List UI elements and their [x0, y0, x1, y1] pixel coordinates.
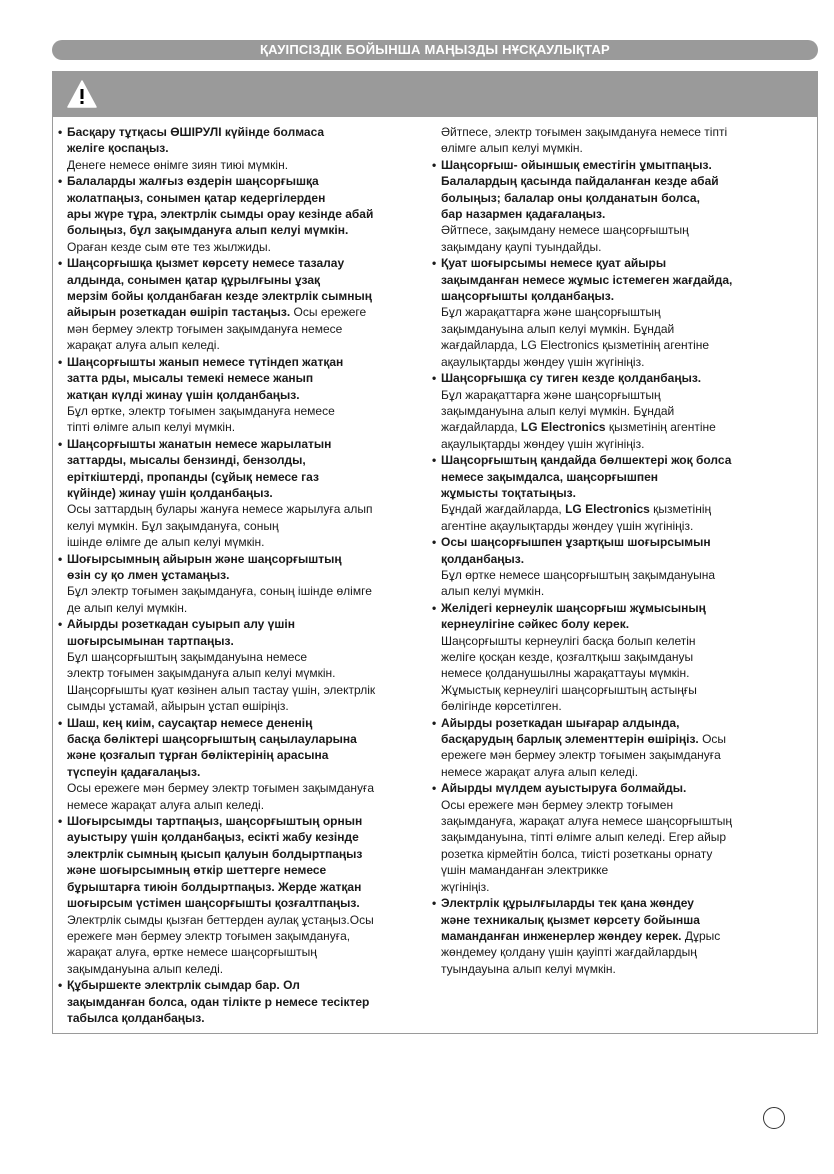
- item-text-line: Әйтпесе, зақымдану немесе шаңсорғыштың: [441, 223, 689, 238]
- item-text-line: жарақат алуға, өртке немесе шаңсорғыштың: [67, 945, 317, 960]
- item-bold-line: болыңыз; балалар оны қолданатын болса,: [441, 190, 700, 205]
- item-text-line: зақымдануына алып келуі мүмкін. Бұндай: [441, 321, 675, 336]
- safety-item: [58, 616, 422, 714]
- brand-name: LG Electronics: [520, 420, 606, 435]
- warning-icon: [66, 79, 98, 109]
- item-bold-inline: маманданған инженерлер жөндеу керек.: [441, 928, 682, 943]
- item-text-line: ақаулықтарды жөндеу үшін жүгініңіз.: [441, 354, 645, 369]
- safety-item: [58, 255, 422, 353]
- safety-item: [432, 715, 794, 781]
- item-bold-inline: мерзім бойы қолданбаған кезде электрлік сымның айырын розеткадан өшіріп тастаңыз.: [67, 289, 372, 320]
- item-bold-line: түспеуін қадағалаңыз.: [67, 764, 201, 779]
- item-text-line: ішінде өлімге де алып келуі мүмкін.: [67, 535, 265, 550]
- item-bold-line: • Шоғырсымды тартпаңыз, шаңсорғыштың орнын: [67, 814, 363, 829]
- safety-item: [432, 157, 794, 255]
- item-text-line: розетка кірмейтін болса, тиісті розетканы орнату: [441, 846, 713, 861]
- item-text-line: Денеге немесе өнімге зиян тиюі мүмкін.: [67, 157, 289, 172]
- item-text-line: жарақат алуға алып келеді.: [67, 338, 220, 353]
- safety-item: [432, 600, 794, 715]
- item-text-line: үшін маманданған электрикке: [441, 863, 609, 878]
- item-bold-line: еріткіштерді, пропанды (сұйық немесе газ: [67, 469, 319, 484]
- item-bold-line: күйінде) жинау үшін қолданбаңыз.: [67, 485, 273, 500]
- item-text-line: электр тоғымен зақымдануға алып келуі мүмкін.: [67, 666, 336, 681]
- item-bold-line: • Шаңсорғышты жанып немесе түтіндеп жатқан: [67, 354, 344, 369]
- item-bold-line: өзін су қо лмен ұстамаңыз.: [67, 567, 230, 582]
- item-text-line: туындауына алып келуі мүмкін.: [441, 961, 616, 976]
- item-text-line: зақымдануына алып келеді.: [67, 961, 224, 976]
- item-text-line: Осы заттардың булары жануға немесе жарылуға алып: [67, 502, 373, 517]
- item-bold-line: • Желідегі кернеулік шаңсорғыш жұмысының: [441, 600, 706, 615]
- item-text-fragment: жағдайларда,: [441, 420, 521, 435]
- item-bold-line: жатқан күлді жинау үшін қолданбаңыз.: [67, 387, 300, 402]
- left-column: [58, 124, 422, 1026]
- item-bold-line: зақымданған болса, одан тілікте р немесе тесіктер: [67, 994, 370, 1009]
- item-text-line: тіпті өлімге алып келуі мүмкін.: [67, 420, 236, 435]
- item-bold-line: электрлік сымның қысып қалуын болдыртпаңыз: [67, 846, 363, 861]
- item-bold-line: және техникалық қызмет көрсету бойынша: [441, 912, 700, 927]
- item-text-line: де алып келуі мүмкін.: [67, 600, 188, 615]
- safety-item: [432, 370, 794, 452]
- item-bold-line: • Шаңсорғышқа су тиген кезде қолданбаңыз.: [441, 371, 702, 386]
- item-text-line: ақаулықтарды жөндеу үшін жүгініңіз.: [441, 436, 645, 451]
- safety-item: [432, 124, 794, 157]
- safety-item: [58, 173, 422, 255]
- item-bold-line: Балалардың қасында пайдаланған кезде абай: [441, 174, 719, 189]
- item-bold-line: • Электрлік құрылғыларды тек қана жөндеу: [441, 896, 694, 911]
- item-text-line: мән бермеу электр тоғымен зақымдануға немесе: [67, 321, 343, 336]
- item-text-line: жағдайларда, LG Electronics қызметінің агентіне: [441, 338, 710, 353]
- safety-item: [58, 436, 422, 551]
- item-bold-line: немесе зақымдалса, шаңсорғышпен: [441, 469, 659, 484]
- item-mixed-line: [441, 928, 794, 944]
- item-text-fragment: Бұндай жағдайларда,: [441, 502, 566, 517]
- item-inline-tail: Дұрыс: [681, 928, 721, 943]
- item-text-fragment: қызметінің агентіне: [605, 420, 716, 435]
- right-column: [432, 124, 794, 977]
- item-bold-line: болыңыз, бұл зақымдануға алып келуі мүмкін.: [67, 223, 349, 238]
- item-text-line: немесе қолданушылны жарақаттауы мүмкін.: [441, 666, 690, 681]
- item-text-line: Жұмыстық кернеулігі шаңсорғыштың астыңғы: [441, 682, 697, 697]
- item-bold-line: • Құбыршекте электрлік сымдар бар. Ол: [67, 978, 300, 993]
- item-text-line: зақымдануға, жарақат алуға немесе шаңсорғыштың: [441, 814, 732, 829]
- safety-item: [58, 551, 422, 617]
- item-bold-line: заттарды, мысалы бензинді, бензолды,: [67, 453, 306, 468]
- item-bold-line: алдында, сонымен қатар құрылғыны ұзақ: [67, 272, 321, 287]
- item-text-line: Әйтпесе, электр тоғымен зақымдануға немесе тіпті: [441, 125, 728, 139]
- item-mixed-line: [67, 288, 422, 321]
- item-bold-line: және шоғырсымның өткір шеттерге немесе: [67, 863, 327, 878]
- item-bold-line: • Басқару тұтқасы ӨШІРУЛІ күйінде болмаса: [67, 125, 325, 139]
- item-text-line: жөндемеу қолдану үшін қауіпті жағдайлардың: [441, 945, 697, 960]
- item-text-line: алып келуі мүмкін.: [441, 584, 545, 599]
- item-bold-line: кернеулігіне сәйкес болу керек.: [441, 617, 630, 632]
- item-inline-tail: Осы ережеге: [290, 305, 367, 320]
- item-bold-line: желіге қоспаңыз.: [67, 141, 169, 156]
- safety-item: [432, 780, 794, 895]
- item-bold-line: • Балаларды жалғыз өздерін шаңсорғышқа: [67, 174, 319, 189]
- item-text-line: Ораған кезде сым өте тез жылжиды.: [67, 239, 271, 254]
- item-bold-line: • Осы шаңсорғышпен ұзартқыш шоғырсымын: [441, 535, 711, 550]
- item-bold-line: • Шаңсорғыштың қандайда бөлшектері жоқ болса: [441, 453, 732, 468]
- safety-item: [58, 715, 422, 813]
- item-text-line: агентіне ақаулықтарды жөндеу үшін жүгініңіз.: [441, 518, 694, 533]
- item-text-line: желіге қосқан кезде, қозғалтқыш зақымдануы: [441, 650, 694, 664]
- item-bold-line: • Қуат шоғырсымы немесе қуат айыры: [441, 256, 667, 271]
- item-text-line: зақымдануына алып келуі мүмкін. Бұндай: [441, 403, 675, 418]
- item-bold-line: қолданбаңыз.: [441, 551, 525, 566]
- safety-item: [58, 813, 422, 977]
- item-text-line: Шаңсорғышты кернеулігі басқа болып келетін: [441, 633, 696, 648]
- safety-item: [432, 452, 794, 534]
- item-bold-line: • Айырды мүлдем ауыстыруға болмайды.: [441, 781, 687, 796]
- safety-item: [432, 255, 794, 370]
- safety-item: [432, 895, 794, 977]
- item-text-line: зақымдану қаупі туындайды.: [441, 239, 602, 254]
- item-text-line: Шаңсорғышты қуат көзінен алып тастау үшін, электрлік: [67, 682, 376, 697]
- warning-header: [52, 71, 818, 117]
- item-text-line: Бұл шаңсорғыштың зақымдануына немесе: [67, 650, 308, 664]
- item-mixed-line: [441, 731, 794, 747]
- item-text-line: немесе жарақат алуға алып келеді.: [67, 797, 265, 812]
- item-bold-line: • Шаңсорғышқа қызмет көрсету немесе тазалау: [67, 256, 345, 271]
- safety-item: [432, 534, 794, 600]
- item-text-line: жүгініңіз.: [441, 879, 490, 894]
- item-text-line: ережеге мән бермеу электр тоғымен зақымдануға,: [67, 928, 351, 943]
- item-bold-line: шаңсорғышты қолданбаңыз.: [441, 289, 615, 304]
- item-bold-inline: басқарудың барлық элементтерін өшіріңіз.: [441, 732, 699, 747]
- item-mixed-line: [441, 419, 794, 435]
- item-text-line: Осы ережеге мән бермеу электр тоғымен: [441, 797, 674, 812]
- item-text-line: Бұл жарақаттарға және шаңсорғыштың: [441, 387, 661, 402]
- item-bold-line: • Шаш, кең киім, саусақтар немесе дененің: [67, 715, 313, 730]
- item-text-line: ережеге мән бермеу электр тоғымен зақымдануға: [441, 748, 721, 763]
- item-bold-line: • Шаңсорғышты жанатын немесе жарылатын: [67, 436, 332, 451]
- item-text-line: Бұл өртке, электр тоғымен зақымдануға немесе: [67, 403, 335, 418]
- item-text-line: сымды ұстамай, айырын ұстап өшіріңіз.: [67, 699, 289, 714]
- item-bold-line: табылса қолданбаңыз.: [67, 1010, 205, 1025]
- item-text-line: немесе жарақат алуға алып келеді.: [441, 764, 639, 779]
- item-text-line: зақымдануына, тіпті өлімге алып келеді. Егер айыр: [441, 830, 727, 845]
- safety-item: [58, 977, 422, 1026]
- page-title: ҚАУІПСІЗДІК БОЙЫНША МАҢЫЗДЫ НҰСҚАУЛЫҚТАР: [52, 40, 818, 60]
- item-inline-tail: Осы: [698, 732, 727, 747]
- item-text-line: Бұл электр тоғымен зақымдануға, соның ішінде өлімге: [67, 584, 372, 599]
- item-text-line: өлімге алып келуі мүмкін.: [441, 141, 583, 156]
- item-bold-line: және қозғалып тұрған бөліктерінің арасына: [67, 748, 329, 763]
- item-bold-line: жолатпаңыз, сонымен қатар кедергілерден: [67, 190, 326, 205]
- item-bold-line: затта рды, мысалы темекі немесе жанып: [67, 371, 314, 386]
- item-bold-line: зақымданған немесе жұмыс істемеген жағдайда,: [441, 272, 733, 287]
- safety-item: [58, 354, 422, 436]
- item-text-line: келуі мүмкін. Бұл зақымдануға, соның: [67, 518, 279, 533]
- item-bold-line: бар назармен қадағалаңыз.: [441, 207, 606, 222]
- item-text-line: бөлігінде көрсетілген.: [441, 699, 562, 714]
- brand-name: LG Electronics: [565, 502, 650, 517]
- item-bold-line: басқа бөліктері шаңсорғыштың саңылауларына: [67, 732, 357, 747]
- item-bold-line: • Айырды розеткадан шығарар алдында,: [441, 715, 680, 730]
- item-text-line: Бұл өртке немесе шаңсорғыштың зақымдануына: [441, 567, 716, 582]
- item-text-fragment: қызметінің: [649, 502, 712, 517]
- item-bold-line: ары жүре тұра, электрлік сымды орау кезінде абай: [67, 207, 374, 222]
- item-bold-line: • Шоғырсымның айырын және шаңсорғыштың: [67, 551, 342, 566]
- page-number-circle: [763, 1107, 785, 1129]
- item-text-line: Осы ережеге мән бермеу электр тоғымен зақымдануға: [67, 781, 375, 796]
- item-mixed-line: [441, 501, 794, 517]
- item-bold-line: ауыстыру үшін қолданбаңыз, есікті жабу кезінде: [67, 830, 359, 845]
- item-text-line: Электрлік сымды қызған беттерден аулақ ұстаңыз.Осы: [67, 912, 374, 927]
- item-bold-line: шоғырсым үстімен шаңсорғышты қозғалтпаңыз.: [67, 896, 360, 911]
- item-bold-line: бұрыштарға тиюін болдыртпаңыз. Жерде жатқан: [67, 879, 362, 894]
- item-bold-line: жұмысты тоқтатыңыз.: [441, 485, 576, 500]
- item-text-line: Бұл жарақаттарға және шаңсорғыштың: [441, 305, 661, 320]
- item-bold-line: шоғырсымынан тартпаңыз.: [67, 633, 234, 648]
- item-bold-line: • Шаңсорғыш- ойыншық еместігін ұмытпаңыз.: [441, 157, 712, 172]
- item-bold-line: • Айырды розеткадан суырып алу үшін: [67, 617, 295, 632]
- safety-item: [58, 124, 422, 173]
